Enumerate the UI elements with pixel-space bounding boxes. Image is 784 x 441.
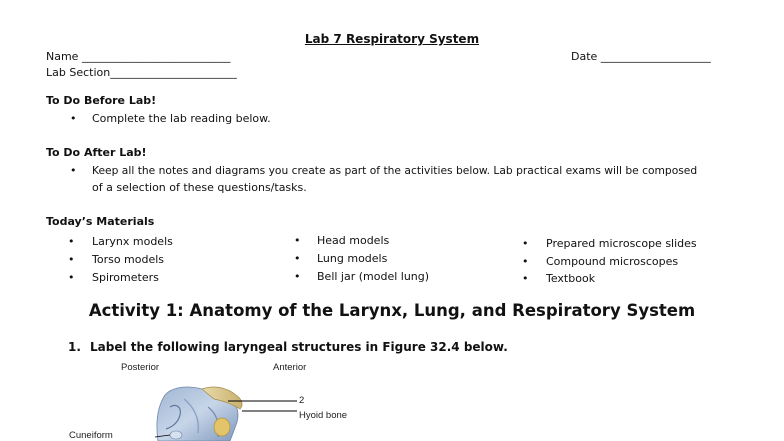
material-item: Larynx models <box>92 235 173 248</box>
materials-heading: Today’s Materials <box>46 215 155 228</box>
bullet: • <box>522 237 529 250</box>
material-item: Textbook <box>546 272 596 285</box>
cuneiform-label: Cuneiform <box>69 430 113 441</box>
larynx-illustration <box>110 377 310 441</box>
figure-number-label: 2 <box>299 395 305 406</box>
date-field: Date ____________________ <box>571 50 711 63</box>
bullet: • <box>522 255 529 268</box>
larynx-figure <box>110 377 310 441</box>
lab-section-field: Lab Section_______________________ <box>46 66 237 79</box>
activity-title: Activity 1: Anatomy of the Larynx, Lung, and Respiratory System <box>88 301 696 320</box>
before-lab-item: Complete the lab reading below. <box>92 112 271 125</box>
bullet: • <box>68 235 75 248</box>
material-item: Bell jar (model lung) <box>317 270 430 283</box>
bullet: • <box>70 164 77 177</box>
posterior-label: Posterior <box>121 362 160 373</box>
material-item: Head models <box>317 234 390 247</box>
bullet: • <box>68 271 75 284</box>
bullet: • <box>68 253 75 266</box>
material-item: Spirometers <box>92 271 159 284</box>
material-item: Prepared microscope slides <box>546 237 697 250</box>
hyoid-bone-label: Hyoid bone <box>299 410 348 421</box>
after-lab-item-line1: Keep all the notes and diagrams you create as part of the activities below. Lab practical exams will be composed <box>92 164 698 177</box>
material-item: Lung models <box>317 252 388 265</box>
material-item: Torso models <box>92 253 165 266</box>
after-lab-heading: To Do After Lab! <box>46 146 147 159</box>
name-field: Name ___________________________ <box>46 50 231 63</box>
bullet: • <box>294 270 301 283</box>
question-text: Label the following laryngeal structures in Figure 32.4 below. <box>90 340 508 354</box>
before-lab-heading: To Do Before Lab! <box>46 94 157 107</box>
material-item: Compound microscopes <box>546 255 679 268</box>
bullet: • <box>294 234 301 247</box>
document-title: Lab 7 Respiratory System <box>304 32 480 46</box>
question-number: 1. <box>68 340 81 354</box>
after-lab-item-line2: of a selection of these questions/tasks. <box>92 181 307 194</box>
anterior-label: Anterior <box>273 362 307 373</box>
bullet: • <box>70 112 77 125</box>
bullet: • <box>522 272 529 285</box>
bullet: • <box>294 252 301 265</box>
